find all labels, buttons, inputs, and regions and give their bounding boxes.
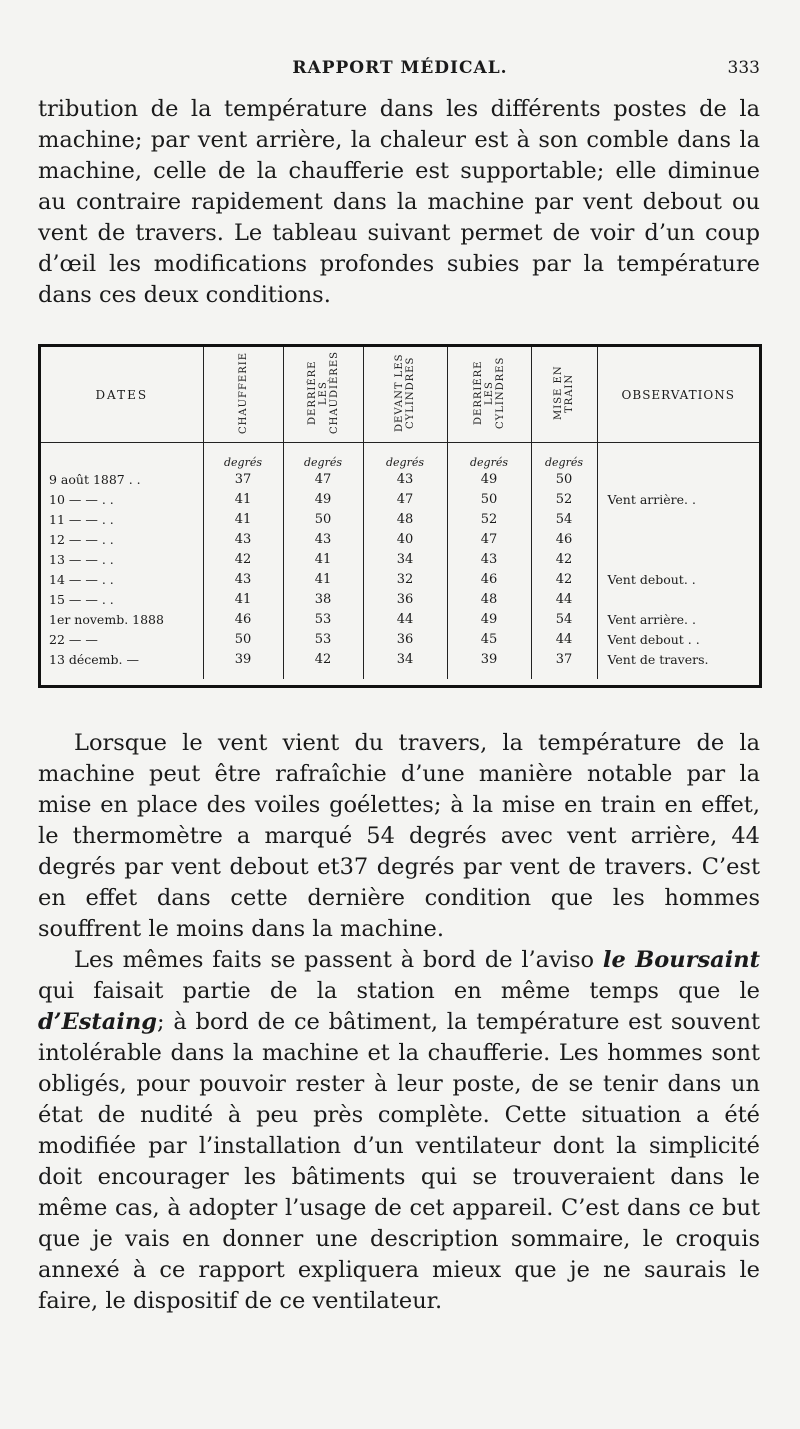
paragraph-continuation [38,94,760,311]
header-observations: OBSERVATIONS [621,387,735,402]
temp-devant-cylindres-cell: 36 [363,589,447,609]
temp-derriere-chaudieres-cell: 49 [283,489,363,509]
temp-chaufferie-cell: 42 [203,549,283,569]
temp-mise-en-train-cell: 52 [531,489,597,509]
date-cell: 10 — — . . [41,489,203,509]
temp-derriere-cylindres-cell: 46 [447,569,531,589]
temp-derriere-cylindres-cell: 49 [447,469,531,489]
page-header [38,58,762,88]
temp-derriere-cylindres-cell: 47 [447,529,531,549]
table-row [41,529,759,549]
temp-devant-cylindres-cell: 47 [363,489,447,509]
units-cell-empty [41,443,203,470]
temp-derriere-chaudieres-cell: 53 [283,629,363,649]
running-title: RAPPORT MÉDICAL. [292,58,508,78]
temp-derriere-cylindres-cell: 50 [447,489,531,509]
temp-chaufferie-cell: 37 [203,469,283,489]
paragraph-text: Les mêmes faits se passent à bord de l’aviso [74,947,595,973]
spacer-cell [41,669,203,679]
unit-cell: degrés [531,443,597,470]
temp-derriere-chaudieres-cell: 53 [283,609,363,629]
date-cell: 13 — — . . [41,549,203,569]
header-dates: DATES [41,347,203,443]
temp-chaufferie-cell: 50 [203,629,283,649]
table-row [41,489,759,509]
observation-cell: Vent arrière. . [607,611,696,627]
temp-devant-cylindres-cell: 36 [363,629,447,649]
temp-devant-cylindres-cell: 34 [363,549,447,569]
temp-chaufferie-cell: 43 [203,569,283,589]
table-row [41,569,759,589]
date-cell: 15 — — . . [41,589,203,609]
observation-cell [597,469,759,489]
temp-devant-cylindres-cell: 48 [363,509,447,529]
observation-cell: Vent de travers. [607,651,709,667]
temp-derriere-chaudieres-cell: 47 [283,469,363,489]
header-mise-en-train: MISE EN TRAIN [531,347,597,443]
paragraph-ventilateur [38,945,760,1317]
table-row [41,629,759,649]
ship-name: d’Estaing [38,1009,157,1035]
value-54: 54 [366,823,395,849]
temp-chaufferie-cell: 39 [203,649,283,669]
temp-derriere-chaudieres-cell: 50 [283,509,363,529]
spacer-cell [447,669,531,679]
temp-derriere-cylindres-cell: 52 [447,509,531,529]
value-44: 44 [731,823,760,849]
table-row [41,609,759,629]
paragraph-text: ; à bord de ce bâtiment, la température est souvent intolérable dans la machine et la chaufferie. Les hommes sont obligés, pour pouvoir rester à leur poste, de se tenir dans un état de nudité à peu près complète. Cette situation a été modifiée par l’installation d’un ventilateur dont la simplicité doit encourager les bâtiments qui se trouveraient dans le même cas, à adopter l’usage de cet appareil. C’est dans ce but que je vais en donner une description sommaire, le croquis annexé à ce rapport expliquera mieux que je ne saurais le faire, le dispositif de ce ventilateur. [38,1009,760,1314]
date-cell: 9 août 1887 . . [41,469,203,489]
observation-cell [597,549,759,569]
temp-mise-en-train-cell: 44 [531,589,597,609]
temp-chaufferie-cell: 43 [203,529,283,549]
unit-cell: degrés [447,443,531,470]
header-chaufferie: CHAUFFERIE [203,347,283,443]
observation-cell: Vent debout. . [607,571,696,587]
table-row [41,469,759,489]
temp-derriere-chaudieres-cell: 41 [283,549,363,569]
observation-cell [597,509,759,529]
date-cell: 13 décemb. — [41,649,203,669]
temp-devant-cylindres-cell: 34 [363,649,447,669]
temp-derriere-chaudieres-cell: 43 [283,529,363,549]
paragraph-text: degrés avec vent arrière, [408,823,718,849]
temp-derriere-cylindres-cell: 43 [447,549,531,569]
header-derriere-cylindres: DERRIÈRE LES CYLINDRES [447,347,531,443]
temp-derriere-chaudieres-cell: 42 [283,649,363,669]
observation-cell: Vent debout . . [607,631,700,647]
page-number: 333 [727,58,760,78]
temp-devant-cylindres-cell: 43 [363,469,447,489]
temp-chaufferie-cell: 41 [203,589,283,609]
temp-derriere-chaudieres-cell: 38 [283,589,363,609]
paragraph-text: degrés par vent debout et [38,854,340,880]
temp-devant-cylindres-cell: 44 [363,609,447,629]
temp-mise-en-train-cell: 54 [531,509,597,529]
unit-cell: degrés [363,443,447,470]
spacer-cell [363,669,447,679]
temperature-table [38,344,762,688]
temp-mise-en-train-cell: 50 [531,469,597,489]
observation-cell [597,589,759,609]
date-cell: 14 — — . . [41,569,203,589]
unit-cell: degrés [203,443,283,470]
paragraph-mise-en-train [38,728,760,945]
temp-derriere-cylindres-cell: 49 [447,609,531,629]
temp-mise-en-train-cell: 42 [531,549,597,569]
date-cell: 1er novemb. 1888 [41,609,203,629]
temp-derriere-cylindres-cell: 39 [447,649,531,669]
spacer-cell [531,669,597,679]
observation-cell [597,529,759,549]
temp-derriere-cylindres-cell: 48 [447,589,531,609]
date-cell: 12 — — . . [41,529,203,549]
units-cell-empty [597,443,759,470]
temperature-table-grid [41,347,759,679]
observation-cell: Vent arrière. . [607,491,696,507]
ship-name: le Boursaint [602,947,761,973]
temp-mise-en-train-cell: 42 [531,569,597,589]
table-row [41,549,759,569]
header-derriere-chaudieres: DERRIÈRE LES CHAUDIÈRES [283,347,363,443]
temp-chaufferie-cell: 41 [203,509,283,529]
temp-mise-en-train-cell: 44 [531,629,597,649]
temp-mise-en-train-cell: 54 [531,609,597,629]
table-row [41,649,759,669]
table-row [41,589,759,609]
table-spacer-row [41,669,759,679]
date-cell: 11 — — . . [41,509,203,529]
date-cell: 22 — — [41,629,203,649]
header-devant-cylindres: DEVANT LES CYLINDRES [363,347,447,443]
temp-chaufferie-cell: 41 [203,489,283,509]
paragraph-text: qui faisait partie de la station en même temps que le [38,978,760,1004]
temp-devant-cylindres-cell: 40 [363,529,447,549]
paragraph-text: tribution de la température dans les différents postes de la machine; par vent arrière, la chaleur est à son comble dans la machine, celle de la chaufferie est supportable; elle diminue au contraire rapidement dans la machine par vent debout ou vent de travers. Le tableau suivant permet de voir d’un coup d’œil les modifications profondes subies par la température dans ces deux conditions. [38,96,760,308]
paragraph-text: Lorsque le vent vient du travers, la température de la machine peut être rafraîchie d’une manière notable par la mise en place des voiles goélettes; à la mise en train en effet, le thermomètre a marqué [38,730,760,849]
temp-devant-cylindres-cell: 32 [363,569,447,589]
temp-mise-en-train-cell: 37 [531,649,597,669]
temp-chaufferie-cell: 46 [203,609,283,629]
spacer-cell [283,669,363,679]
value-37: 37 [339,854,369,880]
table-row [41,509,759,529]
paragraph-text: degrés par vent de travers. C’est en effet dans cette dernière condition que les hommes souffrent le moins dans la machine. [38,854,760,942]
spacer-cell [203,669,283,679]
spacer-cell [597,669,759,679]
units-row [41,443,759,470]
temp-derriere-cylindres-cell: 45 [447,629,531,649]
temp-derriere-chaudieres-cell: 41 [283,569,363,589]
table-header-row [41,347,759,443]
temp-mise-en-train-cell: 46 [531,529,597,549]
unit-cell: degrés [283,443,363,470]
